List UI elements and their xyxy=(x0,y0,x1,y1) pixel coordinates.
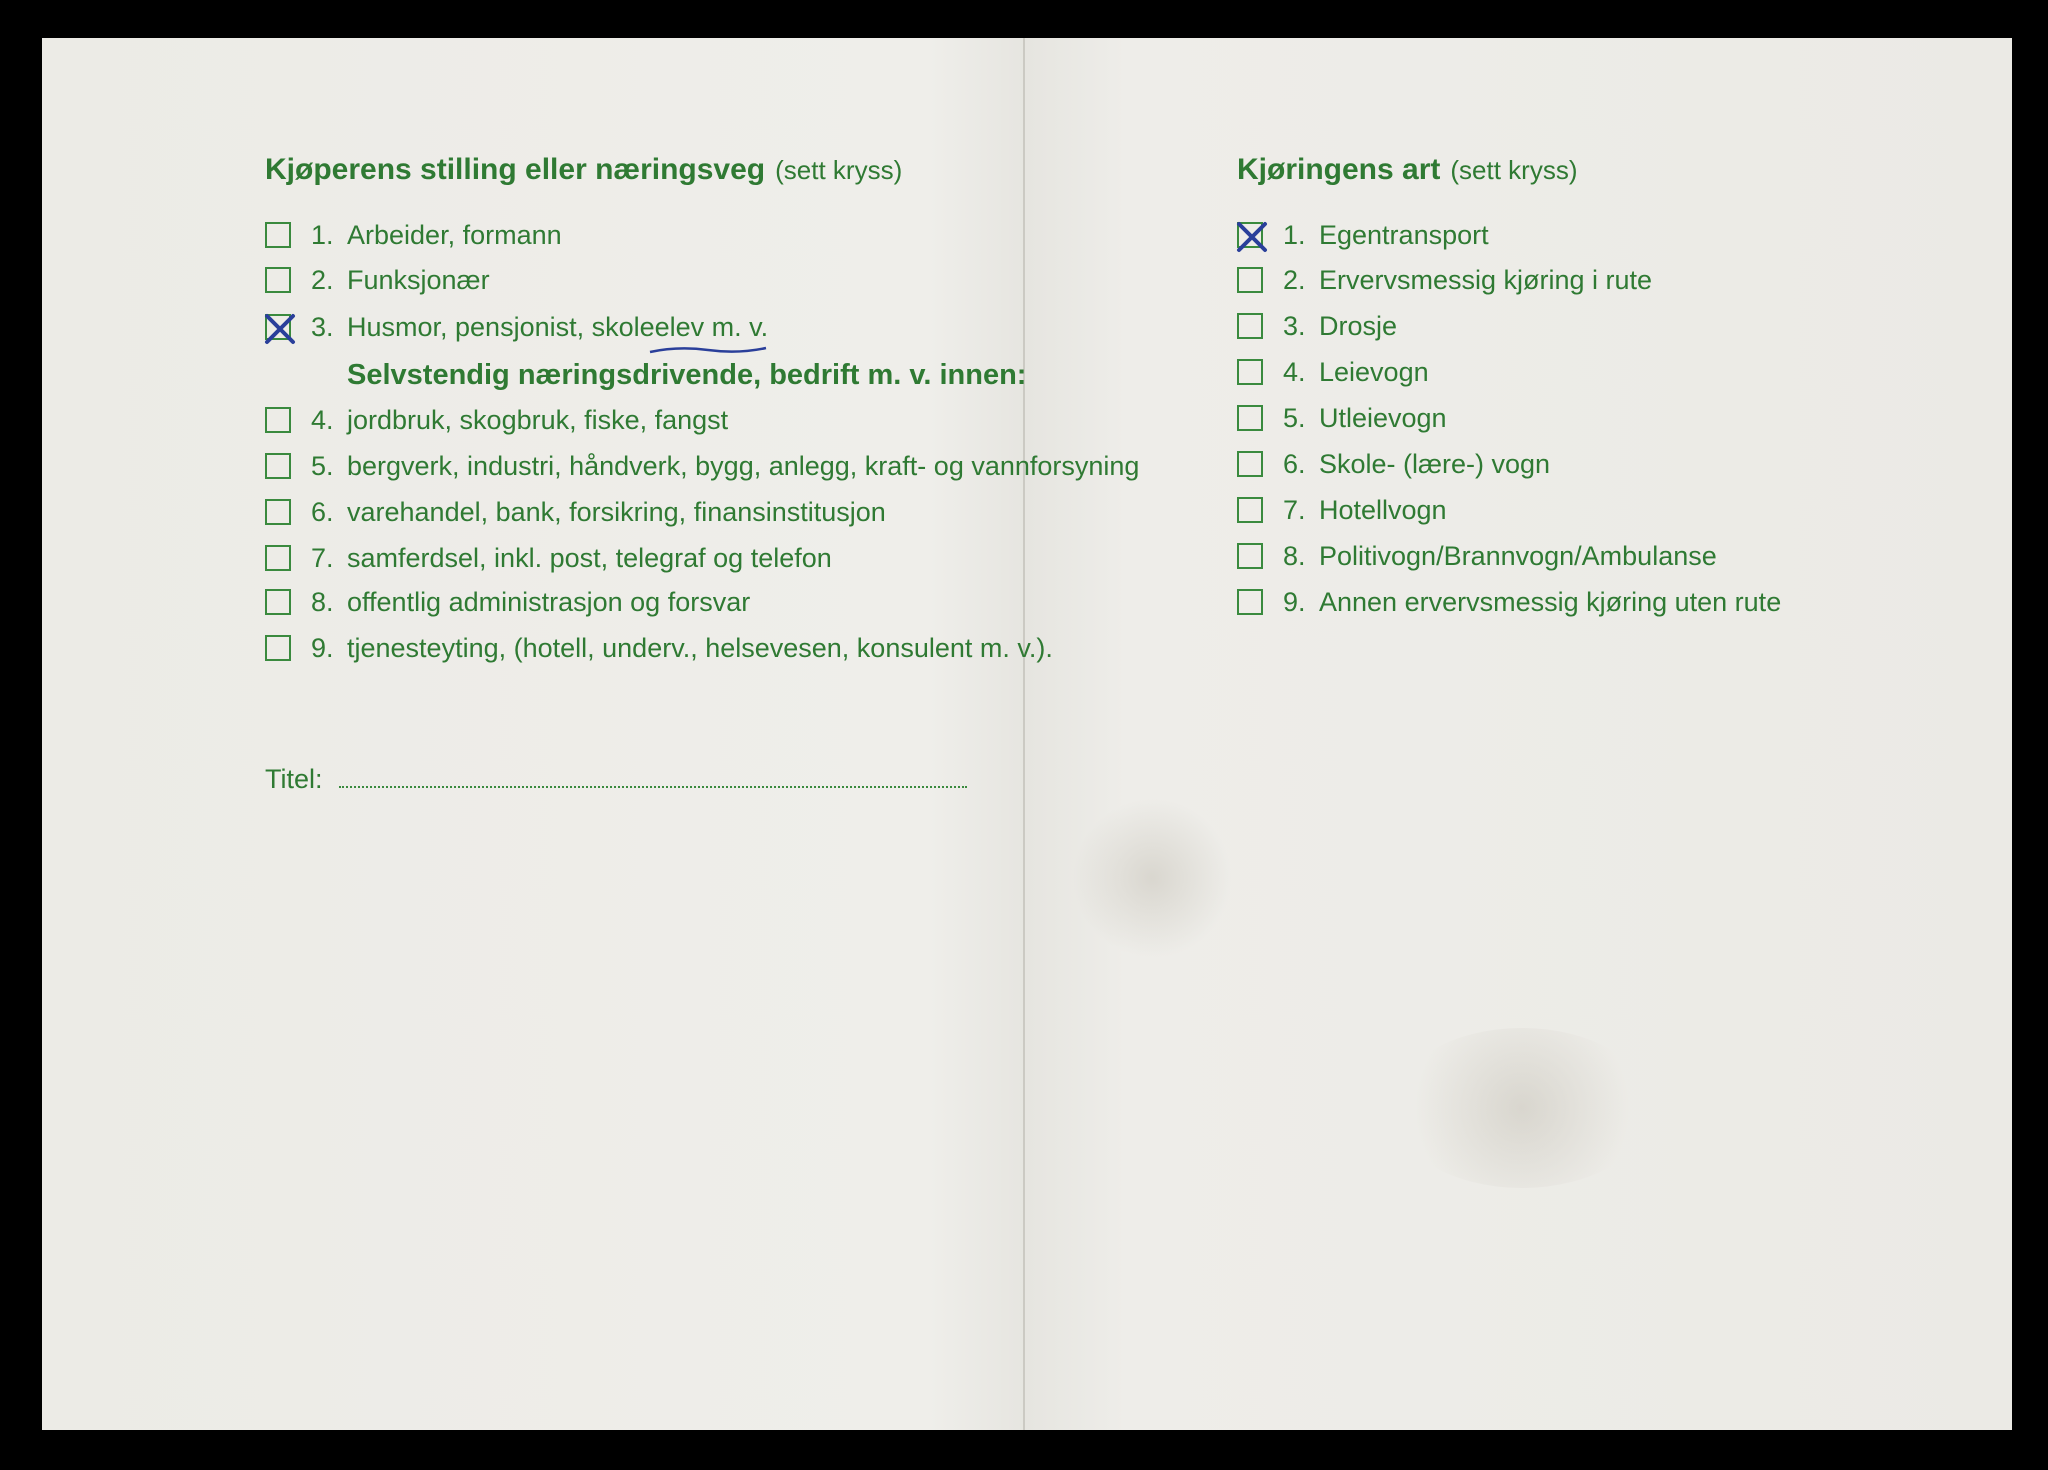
option-label: Skole- (lære-) vogn xyxy=(1319,449,1551,479)
checkbox[interactable] xyxy=(265,407,291,433)
cross-mark-icon xyxy=(264,313,296,345)
option-number: 2. xyxy=(1283,265,1306,295)
option-label: samferdsel, inkl. post, telegraf og telefon xyxy=(347,543,832,573)
option-number: 9. xyxy=(311,633,334,663)
option-label: Politivogn/Brannvogn/Ambulanse xyxy=(1319,541,1717,571)
title-dotted-line xyxy=(339,786,967,788)
option-label: Arbeider, formann xyxy=(347,220,562,250)
option-label: Annen ervervsmessig kjøring uten rute xyxy=(1319,587,1782,617)
option-label: Funksjonær xyxy=(347,265,490,295)
checkbox[interactable] xyxy=(265,222,291,248)
checkbox[interactable] xyxy=(1237,359,1263,385)
option-number: 8. xyxy=(1283,541,1306,571)
option-number: 6. xyxy=(311,497,334,527)
option-label: Egentransport xyxy=(1319,220,1489,250)
checkbox[interactable] xyxy=(265,545,291,571)
center-fold xyxy=(1023,38,1025,1430)
form-sheet xyxy=(42,38,2012,1430)
option-number: 5. xyxy=(1283,403,1306,433)
checkbox[interactable] xyxy=(1237,497,1263,523)
checkbox-checked[interactable] xyxy=(1237,222,1263,248)
title-field[interactable] xyxy=(265,764,323,795)
option-label: Utleievogn xyxy=(1319,403,1447,433)
option-label: varehandel, bank, forsikring, finansinstitusjon xyxy=(347,497,886,527)
buyer-occupation-heading xyxy=(265,153,902,187)
checkbox[interactable] xyxy=(1237,267,1263,293)
checkbox[interactable] xyxy=(265,267,291,293)
option-number: 1. xyxy=(1283,220,1306,250)
option-label: Drosje xyxy=(1319,311,1398,341)
option-label: Husmor, pensjonist, skoleelev m. v. xyxy=(347,312,769,342)
option-label: offentlig administrasjon og forsvar xyxy=(347,587,751,617)
option-number: 4. xyxy=(311,405,334,435)
checkbox-checked[interactable] xyxy=(265,314,291,340)
checkbox[interactable] xyxy=(1237,405,1263,431)
heading-strong: Kjøringens art xyxy=(1237,153,1441,186)
driving-type-heading xyxy=(1237,153,1577,187)
option-number: 1. xyxy=(311,220,334,250)
self-employed-subheading: Selvstendig næringsdrivende, bedrift m. v. innen: xyxy=(347,359,1027,391)
option-label: Hotellvogn xyxy=(1319,495,1447,525)
checkbox[interactable] xyxy=(265,589,291,615)
cross-mark-icon xyxy=(1236,221,1268,253)
checkbox[interactable] xyxy=(1237,589,1263,615)
option-number: 8. xyxy=(311,587,334,617)
option-number: 4. xyxy=(1283,357,1306,387)
heading-note: (sett kryss) xyxy=(775,155,903,185)
checkbox[interactable] xyxy=(1237,543,1263,569)
checkbox[interactable] xyxy=(1237,313,1263,339)
option-label: Ervervsmessig kjøring i rute xyxy=(1319,265,1653,295)
option-number: 2. xyxy=(311,265,334,295)
option-label: tjenesteyting, (hotell, underv., helsevesen, konsulent m. v.). xyxy=(347,633,1053,663)
option-label: Leievogn xyxy=(1319,357,1429,387)
checkbox[interactable] xyxy=(265,499,291,525)
option-label: jordbruk, skogbruk, fiske, fangst xyxy=(347,405,729,435)
option-number: 3. xyxy=(311,312,334,342)
option-number: 9. xyxy=(1283,587,1306,617)
option-number: 7. xyxy=(311,543,334,573)
option-number: 3. xyxy=(1283,311,1306,341)
checkbox[interactable] xyxy=(1237,451,1263,477)
heading-note: (sett kryss) xyxy=(1450,155,1578,185)
option-number: 5. xyxy=(311,451,334,481)
heading-strong: Kjøperens stilling eller næringsveg xyxy=(265,153,766,186)
option-number: 7. xyxy=(1283,495,1306,525)
paper-stain xyxy=(1072,798,1232,958)
paper-stain xyxy=(1392,1028,1652,1188)
option-label: bergverk, industri, håndverk, bygg, anlegg, kraft- og vannforsyning xyxy=(347,451,1140,481)
title-label: Titel: xyxy=(265,764,323,794)
checkbox[interactable] xyxy=(265,453,291,479)
ink-underline xyxy=(648,344,768,356)
checkbox[interactable] xyxy=(265,635,291,661)
option-number: 6. xyxy=(1283,449,1306,479)
